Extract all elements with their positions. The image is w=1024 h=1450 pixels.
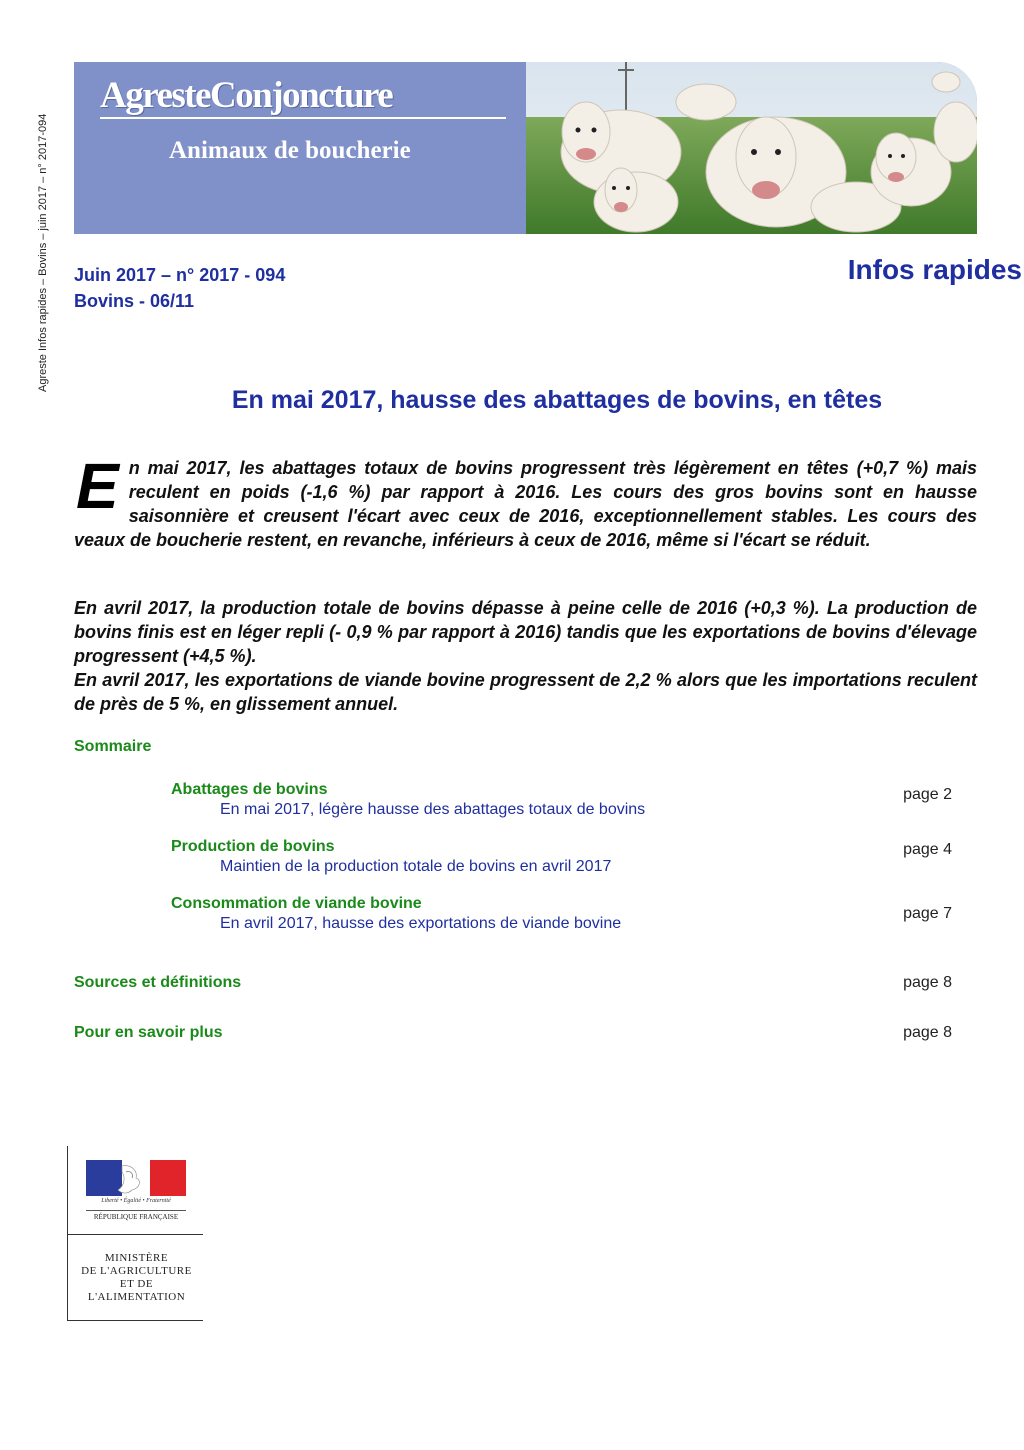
ministry-line: MINISTÈRE	[104, 1252, 169, 1264]
toc-item-production[interactable]	[171, 837, 956, 877]
toc-more-label: Pour en savoir plus	[74, 1024, 223, 1041]
toc-item-consommation[interactable]	[171, 894, 956, 934]
toc-item-sources[interactable]	[74, 974, 956, 992]
second-paragraph-text-b: En avril 2017, les exportations de viande bovine progressent de 2,2 % alors que les importations reculent de près de 5 %, en glissement annuel.	[74, 670, 977, 714]
toc-item-more[interactable]	[74, 1024, 956, 1042]
banner-title-underline	[100, 117, 506, 119]
ministry-line: ET DE	[119, 1278, 154, 1290]
cattle-herd-photo	[526, 62, 977, 234]
toc-item-page: page 4	[903, 841, 952, 858]
intro-paragraph	[74, 450, 977, 552]
toc-item-page: page 7	[903, 905, 952, 922]
logo-republique: RÉPUBLIQUE FRANÇAISE	[86, 1210, 186, 1221]
issue-info	[74, 262, 285, 314]
toc-item-title: Production de bovins	[171, 838, 335, 855]
intro-text: n mai 2017, les abattages totaux de bovins progressent très légèrement en têtes (+0,7 %) mais reculent en poids (-1,6 %) par rapport à 2016. Les cours des gros bovins sont en hausse saisonnière et creusent l'écart avec ceux de 2016, exceptionnellement stables. Les cours des veaux de boucherie restent, en revanche, inférieurs à ceux de 2016, même si l'écart se réduit.	[74, 458, 977, 550]
issue-category: Bovins - 06/11	[74, 291, 195, 311]
toc-item-subtitle: En avril 2017, hausse des exportations de viande bovine	[220, 915, 622, 932]
second-paragraph-text-a: En avril 2017, la production totale de bovins dépasse à peine celle de 2016 (+0,3 %). La production de bovins finis est en léger repli (- 0,9 % par rapport à 2016) tandis que les exportations de bovins d'élevage progressent (+4,5 %).	[74, 598, 977, 666]
banner-subtitle: Animaux de boucherie	[169, 137, 411, 164]
banner-title: AgresteConjoncture	[100, 75, 393, 116]
toc-item-abattages[interactable]	[171, 780, 956, 820]
toc-sources-label: Sources et définitions	[74, 974, 242, 991]
toc-item-title: Consommation de viande bovine	[171, 895, 422, 912]
toc-sources-page: page 8	[903, 974, 952, 991]
marianne-flag-icon	[86, 1160, 186, 1200]
issue-number: Juin 2017 – n° 2017 - 094	[74, 265, 286, 285]
ministry-line: DE L'AGRICULTURE	[81, 1265, 192, 1277]
series-label: Infos rapides	[847, 254, 1022, 285]
logo-motto: Liberté • Égalité • Fraternité	[101, 1198, 171, 1204]
toc-more-page: page 8	[903, 1024, 952, 1041]
second-paragraph	[74, 596, 977, 716]
side-reference-text: Agreste Infos rapides – Bovins – juin 2017 – n° 2017-094	[37, 113, 49, 392]
toc-item-page: page 2	[903, 786, 952, 803]
toc-item-subtitle: En mai 2017, légère hausse des abattages totaux de bovins	[220, 801, 646, 818]
logo-divider	[68, 1234, 203, 1235]
page-headline: En mai 2017, hausse des abattages de bovins, en têtes	[231, 386, 883, 414]
logo-ministry-name	[74, 1252, 199, 1304]
toc-item-title: Abattages de bovins	[171, 781, 328, 798]
ministry-logo	[67, 1146, 203, 1321]
header-banner	[74, 62, 977, 234]
sommaire-title: Sommaire	[74, 738, 152, 755]
toc-item-subtitle: Maintien de la production totale de bovins en avril 2017	[220, 858, 612, 875]
drop-cap: E	[76, 450, 119, 522]
ministry-line: L'ALIMENTATION	[87, 1291, 186, 1303]
